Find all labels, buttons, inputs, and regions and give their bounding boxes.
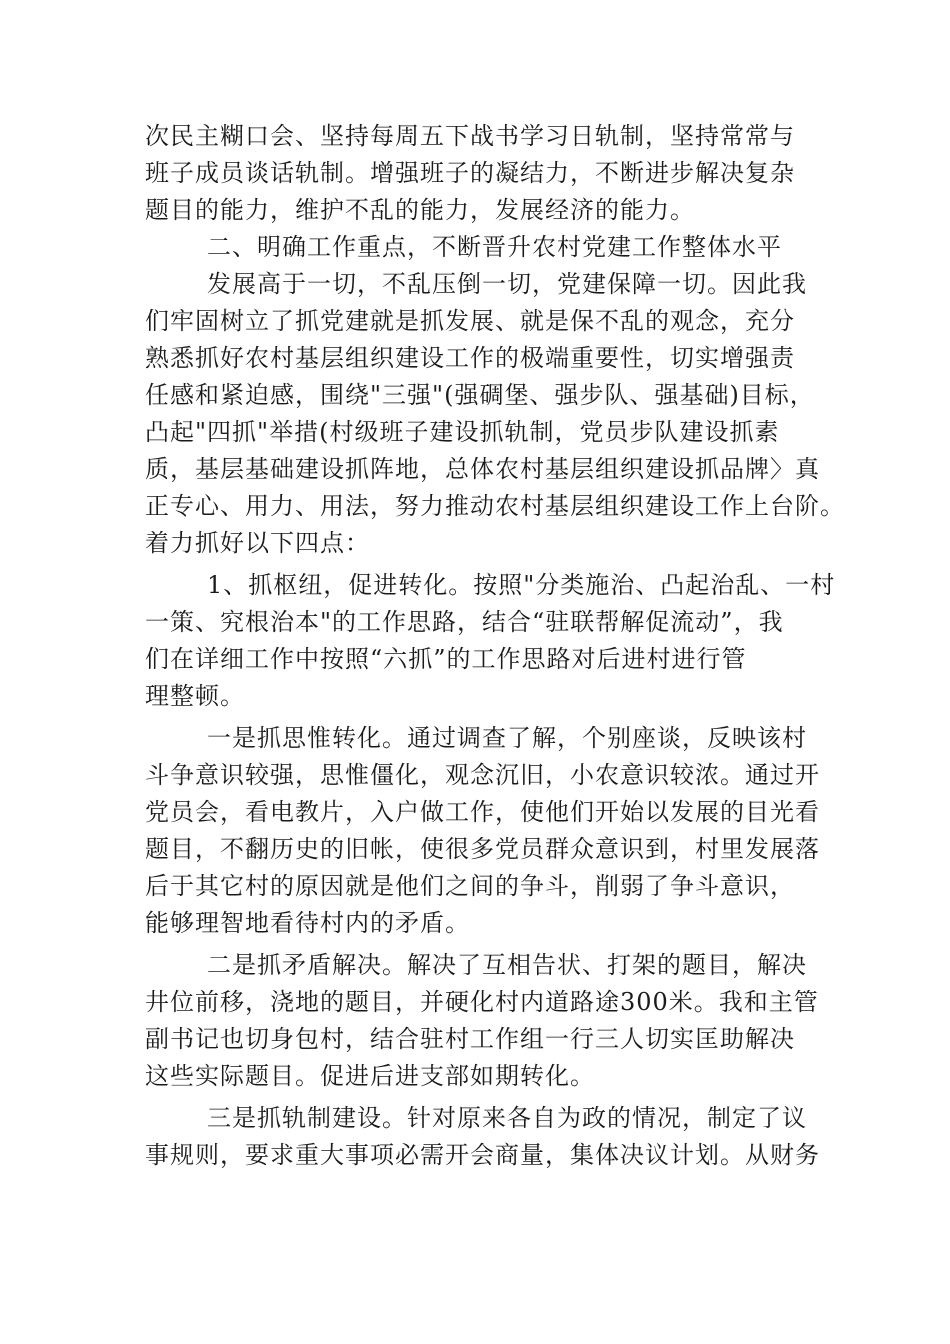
text-line: 理整顿。 xyxy=(145,682,245,710)
document-body xyxy=(145,118,845,1174)
text-line: 三是抓轨制建设。针对原来各自为政的情况，制定了议 xyxy=(207,1104,807,1132)
text-line: 党员会，看电教片，入户做工作，使他们开始以发展的目光看 xyxy=(145,798,820,826)
text-line: 熟悉抓好农村基层组织建设工作的极端重要性，切实增强责 xyxy=(145,344,795,372)
section-heading: 二、明确工作重点，不断晋升农村党建工作整体水平 xyxy=(207,233,782,261)
text-line: 班子成员谈话轨制。增强班子的凝结力，不断进步解决复杂 xyxy=(145,159,795,187)
text-line: 发展高于一切，不乱压倒一切，党建保障一切。因此我 xyxy=(207,270,807,298)
text-line: 一策、究根治本"的工作思路，结合“驻联帮解促流动”，我 xyxy=(145,608,784,636)
text-line: 次民主糊口会、坚持每周五下战书学习日轨制，坚持常常与 xyxy=(145,122,795,150)
text-line: 题目，不翻历史的旧帐，使很多党员群众意识到，村里发展落 xyxy=(145,835,820,863)
text-line: 正专心、用力、用法，努力推动农村基层组织建设工作上台阶。 xyxy=(145,492,845,520)
text-line: 任感和紧迫感，围绕"三强"(强碉堡、强步队、强基础)目标， xyxy=(145,381,815,409)
text-line: 凸起"四抓"举措(村级班子建设抓轨制，党员步队建设抓素 xyxy=(145,418,780,446)
text-line: 后于其它村的原因就是他们之间的争斗，削弱了争斗意识， xyxy=(145,872,795,900)
text-line: 们牢固树立了抓党建就是抓发展、就是保不乱的观念，充分 xyxy=(145,307,795,335)
text-line: 们在详细工作中按照“六抓”的工作思路对后进村进行管 xyxy=(145,645,747,673)
text-line: 能够理智地看待村内的矛盾。 xyxy=(145,909,470,937)
text-line: 井位前移，浇地的题目，并硬化村内道路途300米。我和主管 xyxy=(145,988,819,1016)
text-line: 题目的能力，维护不乱的能力，发展经济的能力。 xyxy=(145,196,695,224)
text-line: 一是抓思惟转化。通过调查了解，个别座谈，反映该村 xyxy=(207,724,807,752)
text-line: 二是抓矛盾解决。解决了互相告状、打架的题目，解决 xyxy=(207,951,807,979)
text-line: 斗争意识较强，思惟僵化，观念沉旧，小农意识较浓。通过开 xyxy=(145,761,820,789)
text-line: 这些实际题目。促进后进支部如期转化。 xyxy=(145,1062,595,1090)
text-line: 着力抓好以下四点： xyxy=(145,529,370,557)
text-line: 副书记也切身包村，结合驻村工作组一行三人切实匡助解决 xyxy=(145,1025,795,1053)
text-line: 质，基层基础建设抓阵地，总体农村基层组织建设抓品牌〉真 xyxy=(145,455,820,483)
text-line: 事规则，要求重大事项必需开会商量，集体决议计划。从财务 xyxy=(145,1141,820,1169)
text-line: 1、抓枢纽，促进转化。按照"分类施治、凸起治乱、一村 xyxy=(207,571,836,599)
